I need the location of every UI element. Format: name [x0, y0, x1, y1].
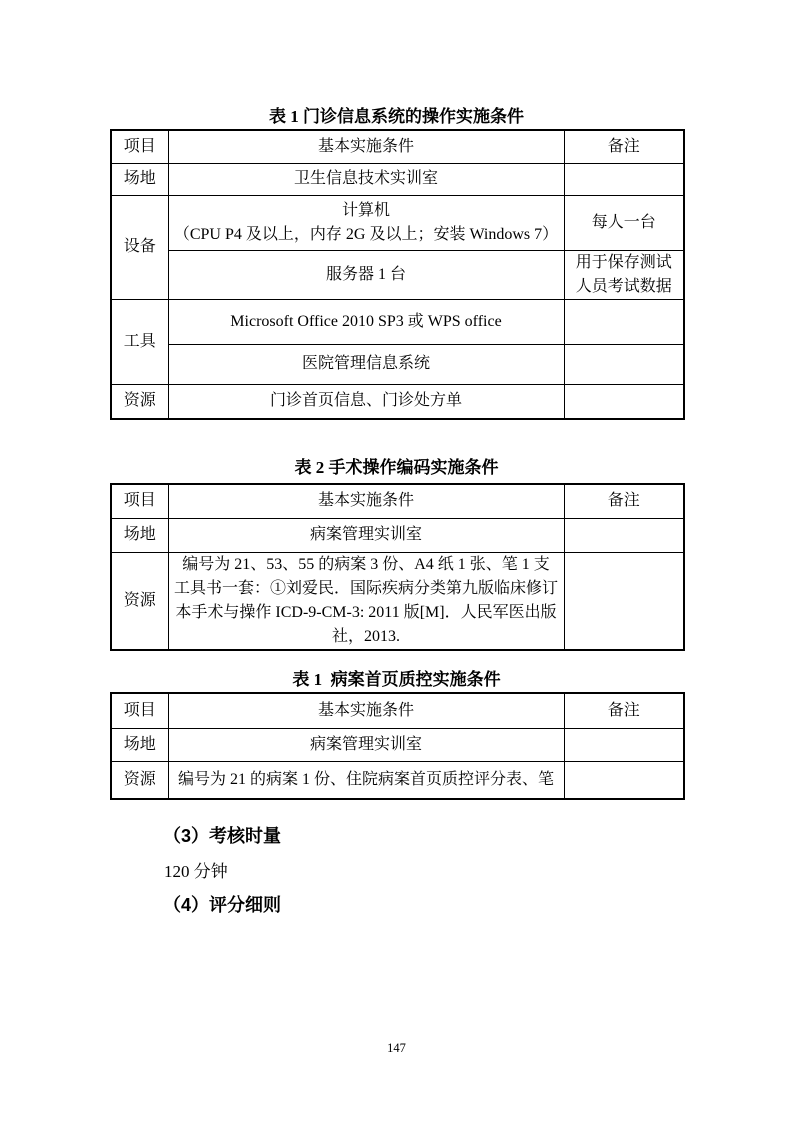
table1-resources-label: 资源 — [111, 384, 168, 419]
resources-citation: 工具书一套：①刘爱民．国际疾病分类第九版临床修订本手术与操作 ICD-9-CM-3: 2011 版[M]．人民军医出版社，2013. — [173, 579, 558, 645]
table3-resources-condition: 编号为 21 的病案 1 份、住院病案首页质控评分表、笔 — [168, 761, 564, 799]
table1-his-remark-empty — [564, 344, 684, 384]
table1-site-condition: 卫生信息技术实训室 — [168, 163, 564, 195]
table2-resources-label: 资源 — [111, 552, 168, 650]
computer-line2: （CPU P4 及以上，内存 2G 及以上；安装 Windows 7） — [173, 225, 559, 243]
table3-site-remark-empty — [564, 728, 684, 761]
table1-header-condition: 基本实施条件 — [168, 130, 564, 163]
table2-header-item: 项目 — [111, 484, 168, 518]
table-row-header — [111, 130, 684, 163]
assessment-duration: 120 分钟 — [164, 862, 228, 881]
table1-server-remark: 用于保存测试人员考试数据 — [564, 250, 684, 299]
table-row-resources — [111, 552, 684, 650]
table2-resources-condition — [168, 552, 564, 650]
table2-site-remark-empty — [564, 518, 684, 552]
table2-header-remark: 备注 — [564, 484, 684, 518]
table-row-resources — [111, 384, 684, 419]
table1-resources-remark-empty — [564, 384, 684, 419]
table-row-site — [111, 518, 684, 552]
table1-his-condition: 医院管理信息系统 — [168, 344, 564, 384]
table-row-header — [111, 484, 684, 518]
table1-office-remark-empty — [564, 299, 684, 344]
table1-office-condition: Microsoft Office 2010 SP3 或 WPS office — [168, 299, 564, 344]
table3-resources-remark-empty — [564, 761, 684, 799]
table3-site-condition: 病案管理实训室 — [168, 728, 564, 761]
table1-title: 表 1 门诊信息系统的操作实施条件 — [269, 107, 524, 126]
table1-header-remark: 备注 — [564, 130, 684, 163]
table3-record-qc-conditions — [110, 692, 685, 800]
table1-resources-condition: 门诊首页信息、门诊处方单 — [168, 384, 564, 419]
table1-server-condition: 服务器 1 台 — [168, 250, 564, 299]
table-row-resources — [111, 761, 684, 799]
table1-equipment-label: 设备 — [111, 195, 168, 299]
table2-site-label: 场地 — [111, 518, 168, 552]
table-row-equipment-server — [111, 250, 684, 299]
table-row-site — [111, 163, 684, 195]
table2-header-condition: 基本实施条件 — [168, 484, 564, 518]
table2-site-condition: 病案管理实训室 — [168, 518, 564, 552]
table-row-header — [111, 693, 684, 728]
resources-line1: 编号为 21、53、55 的病案 3 份、A4 纸 1 张、笔 1 支 — [182, 555, 550, 573]
table-row-equipment-computer — [111, 195, 684, 250]
computer-line1: 计算机 — [341, 201, 390, 219]
heading-scoring-rules: （4）评分细则 — [163, 895, 282, 915]
table-row-tools-office — [111, 299, 684, 344]
table-row-site — [111, 728, 684, 761]
table3-header-remark: 备注 — [564, 693, 684, 728]
table1-outpatient-system-conditions — [110, 129, 685, 420]
table1-site-label: 场地 — [111, 163, 168, 195]
table3-resources-label: 资源 — [111, 761, 168, 799]
table2-resources-remark-empty — [564, 552, 684, 650]
table1-tools-label: 工具 — [111, 299, 168, 384]
table3-header-condition: 基本实施条件 — [168, 693, 564, 728]
page-number: 147 — [387, 1041, 406, 1055]
heading-assessment-time: （3）考核时量 — [163, 826, 282, 846]
table3-header-item: 项目 — [111, 693, 168, 728]
table1-computer-remark: 每人一台 — [564, 195, 684, 250]
table2-title: 表 2 手术操作编码实施条件 — [294, 458, 499, 477]
table3-site-label: 场地 — [111, 728, 168, 761]
table2-surgery-coding-conditions — [110, 483, 685, 651]
table1-site-remark-empty — [564, 163, 684, 195]
table1-header-item: 项目 — [111, 130, 168, 163]
table-row-tools-his — [111, 344, 684, 384]
table1-computer-condition — [168, 195, 564, 250]
table3-title: 表 1 病案首页质控实施条件 — [292, 670, 501, 689]
